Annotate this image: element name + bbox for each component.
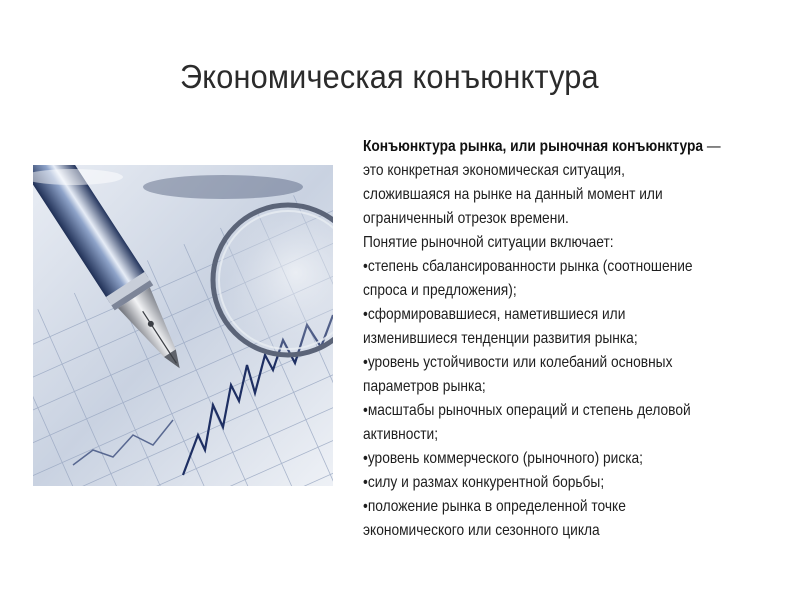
text-line: ограниченный отрезок времени. <box>363 210 569 227</box>
bullet-line: •степень сбалансированности рынка (соотношение <box>363 258 693 275</box>
text-line: параметров рынка; <box>363 378 486 395</box>
pen-and-chart-illustration <box>33 165 333 486</box>
definition-line <box>363 135 724 159</box>
bullet-line: •уровень коммерческого (рыночного) риска; <box>363 450 644 467</box>
bullet-line: •положение рынка в определенной точке <box>363 498 626 515</box>
definition-term: Конъюнктура рынка, или рыночная конъюнктура <box>363 138 704 155</box>
definition-dash: — <box>703 138 721 155</box>
bullet-line: •сформировавшиеся, наметившиеся или <box>363 306 626 323</box>
text-line: изменившиеся тенденции развития рынка; <box>363 330 638 347</box>
bullet-line: •силу и размах конкурентной борьбы; <box>363 474 605 491</box>
text-line: Понятие рыночной ситуации включает: <box>363 234 614 251</box>
illustration-photo <box>33 165 333 486</box>
text-line: сложившаяся на рынке на данный момент или <box>363 186 663 203</box>
text-line: активности; <box>363 426 439 443</box>
magnifier-icon <box>213 205 333 355</box>
text-line: это конкретная экономическая ситуация, <box>363 162 625 179</box>
text-line: спроса и предложения); <box>363 282 517 299</box>
bullet-line: •масштабы рыночных операций и степень деловой <box>363 402 691 419</box>
bullet-line: •уровень устойчивости или колебаний основных <box>363 354 673 371</box>
text-line: экономического или сезонного цикла <box>363 522 600 539</box>
slide-title: Экономическая конъюнктура <box>180 58 599 95</box>
body-text <box>363 135 783 543</box>
